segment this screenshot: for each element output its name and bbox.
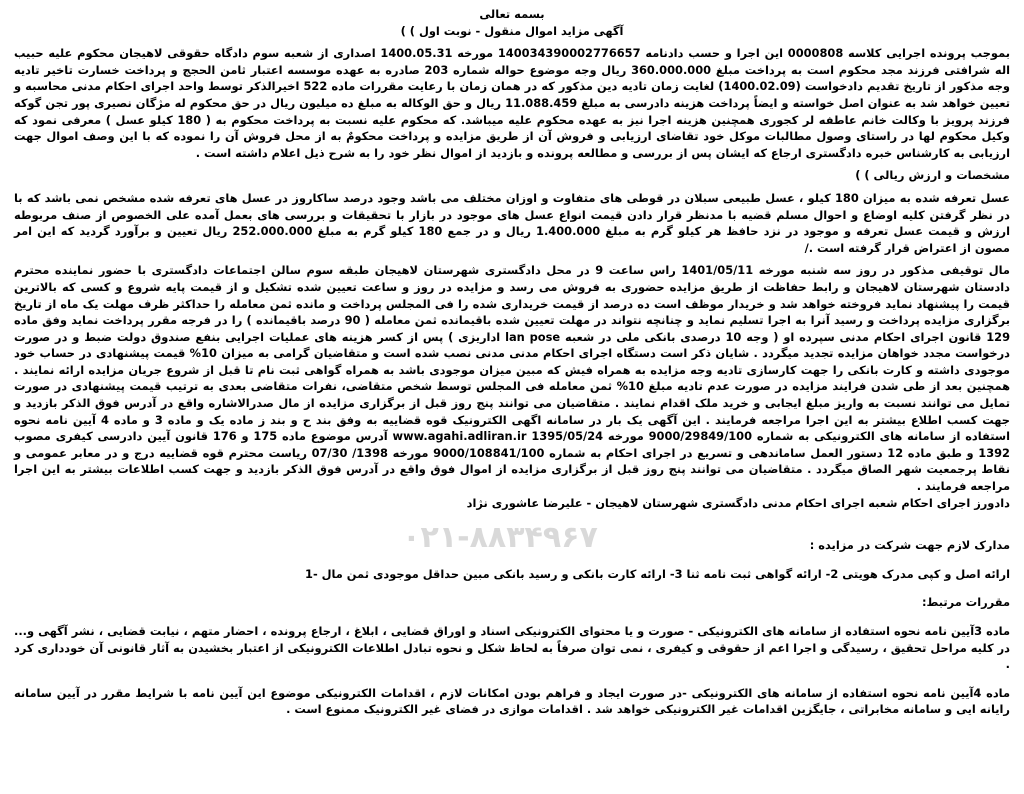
specs-heading: مشخصات و ارزش ریالی ) ) — [855, 168, 1010, 183]
case-paragraph: بموجب پرونده اجرایی کلاسه 0000808 این اجرا و حسب دادنامه 140034390002776657 مورخه 1400.05.31 اصداری از شعبه سوم دادگاه حقوقی لاهیجان محکوم علیه حبیب اله شرافتی فرزند مجد محکوم است به پرداخت مبلغ 360.000.000 ریال وجه موضوع حواله شماره 203 صادره به عهده موسسه اعتبار ثامن الحجج و پرداخت خسارت تاخیر تادیه وجه مذکور از تاریخ تقدیم دادخواست (1400.02.09) لغایت زمان تادیه دین مذکور که در همان زمان با رعایت مقررات ماده 522 اخیرالذکر توسط واحد اجرای احکام مدنی محاسبه و تعیین خواهد شد به عنوان اصل خواسته و ایضاً پرداخت هزینه دادرسی به مبلغ 11.088.459 ریال و حق الوکاله به مبلغ ده میلیون ریال در حق محکوم له مژگان نصیری پور تجن گوکه فرزند پرویز با وکالت خانم عاطفه لر کجوری همچنین هزینه اجرا نیز به عهده محکوم علیه میباشد. که محکوم علیه نسبت به پرداخت محکوم به ( 180 کیلو عسل ) معرفی نمود که وکیل محکوم لها در راستای وصول مطالبات موکل خود تقاضای ارزیابی و فروش آن از طریق مزایده و پرداخت محکومٌ به از محل فروش آن را نموده که با این وصف اموال جهت ارزیابی به کارشناس خبره دادگستری ارجاع که ایشان پس از بررسی و مطالعه پرونده و بازدید از اموال نظر خود را به شرح ذیل اعلام داشته است . — [14, 46, 1011, 160]
regulation-article-3: ماده 3آیین نامه نحوه استفاده از سامانه های الکترونیکی - صورت و یا محتوای الکترونیکی اسناد و اوراق قضایی ، ابلاغ ، ارجاع پرونده ، احضار متهم ، نیابت قضایی ، نشر آگهی و... در کلیه مراحل تحقیق ، رسیدگی و اجرا اعم از حقوقی و کیفری ، نمی توان صرفاً به لحاظ شکل و نحوه تبادل اطلاعات الکترونیکی از اعتبار بخشیدن به آثار قانونی آن خودداری کرد . — [14, 624, 1010, 672]
documents-list: ارائه اصل و کپی مدرک هویتی 2- ارائه گواهی ثبت نامه ثنا 3- ارائه کارت بانکی و رسید بانکی مبین حداقل موجودی ثمن مال -1 — [305, 566, 1010, 581]
specs-paragraph: عسل تعرفه شده به میزان 180 کیلو ، عسل طبیعی سبلان در قوطی های متفاوت و اوزان مختلف می باشد وجود درصد ساکاروز در عسل های تعرفه شده مشخص نمی باشد که با در نظر گرفتن کلیه اوضاع و احوال مسلم قضیه با مدنظر قرار دادن قیمت انواع عسل های موجود در بازار با تحقیقات و بررسی های بعمل آمده علی الخصوص از صنف مربوطه ارزش و قیمت عسل تعرفه و موجود در نزد حافظ هر کیلو گرم به مبلغ 1.400.000 ریال و در جمع 180 کیلو گرم به مبلغ 252.000.000 ریال تعیین و برآورد گردید که این امر مصون از اعتراض قرار گرفته است ./ — [14, 190, 1010, 255]
documents-heading: مدارک لازم جهت شرکت در مزایده : — [809, 538, 1010, 553]
signature-line: دادورز اجرای احکام شعبه اجرای احکام مدنی دادگستری شهرستان لاهیجان - علیرضا عاشوری نژاد — [466, 495, 1010, 510]
notice-title: آگهی مزاید اموال منقول - نوبت اول ) ) — [400, 23, 624, 38]
auction-terms-paragraph: مال توقیفی مذکور در روز سه شنبه مورخه 1401/05/11 راس ساعت 9 در محل دادگستری شهرستان لاهیجان طبقه سوم سالن اجتماعات دادگستری با حضور نماینده محترم دادستان شهرستان لاهیجان و رابط حفاظت از طریق مزایده حضوری به فروش می رسد و مزایده در روز و ساعت تعیین شده تشکیل و از قیمت پایه شروع و کسی که بالاترین قیمت را پیشنهاد نماید فروخته خواهد شد و خریدار موظف است ده درصد از قیمت خریداری شده را فی المجلس پرداخت و مانده ثمن معامله را حداکثر ظرف مهلت یک ماه از تاریخ برگزاری مزایده پرداخت و رسید آنرا به اجرا تسلیم نماید و چنانچه نتواند در مهلت تعیین شده باقیمانده ثمن معامله ( 90 درصد باقیمانده ) را در فرجه مقرر پرداخت نماید وفق ماده 129 قانون اجرای احکام مدنی سپرده او ( وجه 10 درصدی بانکی ملی در شعبه lan pose اداریزی ) پس از کسر هزینه های عملیات اجرایی بنفع صندوق دولت ضبط و در صورت درخواست مجدد خواهان مزایده تجدید میگردد . شایان ذکر است دستگاه اجرای احکام مدنی مدنی نصب شده است و متقاضیان گرامی به میزان 10% قیمت پیشنهادی در حساب خود موجودی داشته و کارت بانکی را جهت کارسازی تادیه وجه مزایده به همراه فیش که مبین میزان موجودی باشد به همراه گواهی ثبت نام تا قبل از شروع جریان مزایده ارائه نمایند . همچنین بعد از طی شدن فرایند مزایده در صورت عدم تادیه مبلغ 10% ثمن معامله فی المجلس توسط شخص متقاضی، نفرات متقاضی بعدی به ترتیب قیمت پیشنهادی در صورت تمایل می توانند نسبت به واریز مبلغ ایجابی و خرید ملک اقدام نمایند . متقاضیان می توانند پنج روز قبل از برگزاری مزایده از مال صدرالاشاره واقع در آدرس فوق الذکر بازدید و جهت کسب اطلاع بیشتر به این اجرا مراجعه فرمایند . این آگهی یک بار در سامانه اگهی الکترونیک قوه قضاییه به وفق بند ح و بند ز ماده یک و ماده 3 و ماده 4 آیین نامه نحوه استفاده از سامانه های الکترونیکی به شماره 9000/29849/100 مورخه 1395/05/24 www.agahi.adliran.ir آدرس موضوع ماده 175 و 176 قانون آیین دادرسی کیفری مصوب 1392 و طبق ماده 12 دستور العمل ساماندهی و تسریع در اجرای احکام به شماره 9000/108841/100 مورخه 1398/ 07/30 ریاست محترم قوه قضاییه درج و در معابر عمومی و نقاط پرجمعیت شهر الصاق میگردد . متقاضیان می توانند پنج روز قبل از برگزاری مزایده از اموال فوق واقع در آدرس فوق الذکر بازدید و جهت کسب اطلاعات بیشتر به این اجرا مراجعه فرمایند . — [14, 263, 1011, 494]
auction-notice — [14, 6, 1010, 790]
regulation-article-4: ماده 4آیین نامه نحوه استفاده از سامانه های الکترونیکی -در صورت ایجاد و فراهم بودن امکانات لازم ، اقدامات الکترونیکی موضوع این آیین نامه با شرایط مقرر در آیین سامانه رایانه ایی و سامانه مخابراتی ، جایگزین اقدامات غیر الکترونیکی خواهد شد . اقدامات موازی در فضای غیر الکترونیک ممنوع است . — [14, 685, 1010, 717]
phone-watermark: ۰۲۱-۸۸۳۴۹۶۷ — [402, 520, 598, 555]
opening-line: بسمه تعالی — [479, 7, 545, 21]
regulations-heading: مقررات مرتبط: — [921, 595, 1010, 610]
